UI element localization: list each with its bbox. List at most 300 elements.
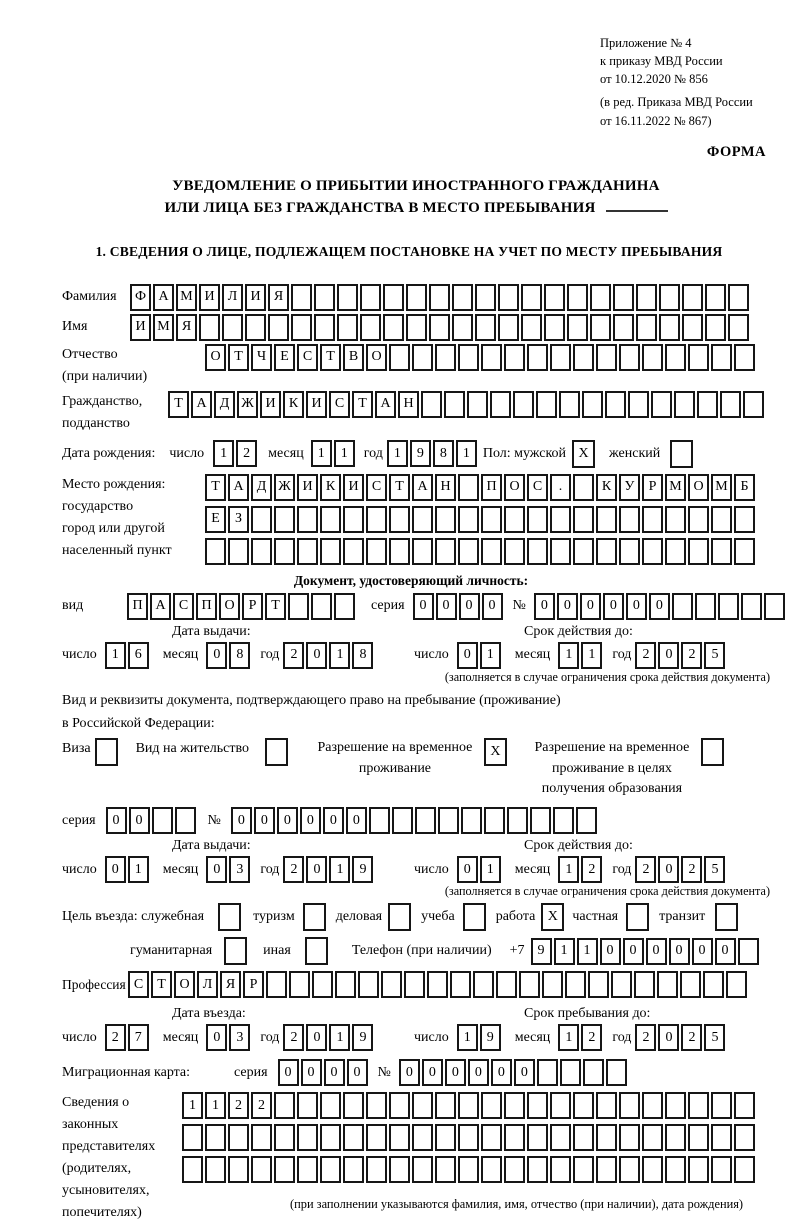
char-cell[interactable]: 0 bbox=[468, 1059, 489, 1086]
profession-cells[interactable] bbox=[128, 971, 749, 998]
char-cell[interactable]: 9 bbox=[480, 1024, 501, 1051]
char-cell[interactable] bbox=[175, 807, 196, 834]
char-cell[interactable]: 0 bbox=[206, 642, 227, 669]
char-cell[interactable] bbox=[705, 284, 726, 311]
char-cell[interactable]: 5 bbox=[704, 642, 725, 669]
char-cell[interactable] bbox=[559, 391, 580, 418]
char-cell[interactable]: 2 bbox=[581, 1024, 602, 1051]
patronymic-cells[interactable] bbox=[205, 344, 757, 371]
char-cell[interactable] bbox=[421, 391, 442, 418]
char-cell[interactable] bbox=[651, 391, 672, 418]
char-cell[interactable] bbox=[481, 1124, 502, 1151]
char-cell[interactable] bbox=[435, 1156, 456, 1183]
char-cell[interactable] bbox=[530, 807, 551, 834]
char-cell[interactable]: 0 bbox=[445, 1059, 466, 1086]
char-cell[interactable] bbox=[490, 391, 511, 418]
char-cell[interactable] bbox=[567, 284, 588, 311]
doc-series-cells[interactable] bbox=[413, 593, 505, 620]
char-cell[interactable] bbox=[412, 1092, 433, 1119]
char-cell[interactable]: 0 bbox=[482, 593, 503, 620]
char-cell[interactable] bbox=[481, 1092, 502, 1119]
char-cell[interactable] bbox=[606, 1059, 627, 1086]
char-cell[interactable]: М bbox=[711, 474, 732, 501]
char-cell[interactable] bbox=[305, 937, 328, 965]
char-cell[interactable]: Т bbox=[151, 971, 172, 998]
birth-month-cells[interactable] bbox=[311, 440, 357, 467]
char-cell[interactable] bbox=[218, 903, 241, 931]
char-cell[interactable] bbox=[343, 1092, 364, 1119]
char-cell[interactable]: Т bbox=[228, 344, 249, 371]
char-cell[interactable]: 0 bbox=[413, 593, 434, 620]
char-cell[interactable]: Е bbox=[274, 344, 295, 371]
char-cell[interactable] bbox=[406, 284, 427, 311]
humanitarian-checkbox[interactable] bbox=[224, 937, 249, 965]
char-cell[interactable] bbox=[452, 314, 473, 341]
char-cell[interactable] bbox=[642, 506, 663, 533]
char-cell[interactable]: 2 bbox=[681, 1024, 702, 1051]
char-cell[interactable]: 0 bbox=[658, 642, 679, 669]
char-cell[interactable]: 1 bbox=[334, 440, 355, 467]
official-checkbox[interactable] bbox=[218, 903, 243, 931]
entry-month-cells[interactable] bbox=[206, 1024, 252, 1051]
char-cell[interactable] bbox=[728, 284, 749, 311]
char-cell[interactable] bbox=[415, 807, 436, 834]
char-cell[interactable] bbox=[458, 506, 479, 533]
char-cell[interactable] bbox=[251, 506, 272, 533]
char-cell[interactable] bbox=[550, 1092, 571, 1119]
char-cell[interactable]: 0 bbox=[106, 807, 127, 834]
char-cell[interactable] bbox=[228, 1156, 249, 1183]
char-cell[interactable]: 0 bbox=[457, 642, 478, 669]
char-cell[interactable] bbox=[320, 1092, 341, 1119]
char-cell[interactable]: 0 bbox=[278, 1059, 299, 1086]
char-cell[interactable]: 1 bbox=[128, 856, 149, 883]
char-cell[interactable] bbox=[444, 391, 465, 418]
char-cell[interactable] bbox=[720, 391, 741, 418]
char-cell[interactable] bbox=[435, 538, 456, 565]
id-expiry-month-cells[interactable] bbox=[558, 642, 604, 669]
char-cell[interactable] bbox=[665, 1092, 686, 1119]
char-cell[interactable]: 0 bbox=[514, 1059, 535, 1086]
char-cell[interactable] bbox=[335, 971, 356, 998]
char-cell[interactable] bbox=[291, 284, 312, 311]
char-cell[interactable]: 9 bbox=[352, 1024, 373, 1051]
char-cell[interactable]: 0 bbox=[600, 938, 621, 965]
char-cell[interactable]: 1 bbox=[105, 642, 126, 669]
char-cell[interactable]: 0 bbox=[231, 807, 252, 834]
char-cell[interactable] bbox=[680, 971, 701, 998]
stay-month-cells[interactable] bbox=[558, 1024, 604, 1051]
char-cell[interactable] bbox=[613, 314, 634, 341]
char-cell[interactable] bbox=[550, 538, 571, 565]
char-cell[interactable] bbox=[337, 314, 358, 341]
char-cell[interactable]: 0 bbox=[323, 807, 344, 834]
char-cell[interactable] bbox=[274, 1092, 295, 1119]
char-cell[interactable]: 2 bbox=[283, 856, 304, 883]
char-cell[interactable] bbox=[711, 1092, 732, 1119]
char-cell[interactable]: 0 bbox=[658, 856, 679, 883]
char-cell[interactable]: 0 bbox=[105, 856, 126, 883]
char-cell[interactable]: О bbox=[366, 344, 387, 371]
char-cell[interactable]: X bbox=[572, 440, 595, 468]
char-cell[interactable] bbox=[519, 971, 540, 998]
char-cell[interactable] bbox=[550, 1124, 571, 1151]
char-cell[interactable]: М bbox=[153, 314, 174, 341]
char-cell[interactable]: 2 bbox=[635, 856, 656, 883]
char-cell[interactable] bbox=[389, 1124, 410, 1151]
study-checkbox[interactable] bbox=[463, 903, 488, 931]
temp-residence-checkbox[interactable] bbox=[484, 738, 509, 766]
transit-checkbox[interactable] bbox=[715, 903, 740, 931]
char-cell[interactable]: 0 bbox=[692, 938, 713, 965]
char-cell[interactable]: П bbox=[127, 593, 148, 620]
char-cell[interactable] bbox=[734, 538, 755, 565]
char-cell[interactable]: П bbox=[196, 593, 217, 620]
char-cell[interactable]: 2 bbox=[236, 440, 257, 467]
char-cell[interactable] bbox=[381, 971, 402, 998]
char-cell[interactable] bbox=[734, 1156, 755, 1183]
char-cell[interactable] bbox=[659, 284, 680, 311]
char-cell[interactable]: И bbox=[343, 474, 364, 501]
char-cell[interactable] bbox=[536, 391, 557, 418]
char-cell[interactable]: И bbox=[306, 391, 327, 418]
char-cell[interactable] bbox=[461, 807, 482, 834]
name-cells[interactable] bbox=[130, 314, 751, 341]
char-cell[interactable] bbox=[728, 314, 749, 341]
char-cell[interactable] bbox=[596, 1156, 617, 1183]
representatives-row1-cells[interactable] bbox=[182, 1092, 757, 1119]
id-expiry-day-cells[interactable] bbox=[457, 642, 503, 669]
char-cell[interactable] bbox=[642, 344, 663, 371]
char-cell[interactable]: 0 bbox=[277, 807, 298, 834]
char-cell[interactable] bbox=[228, 538, 249, 565]
char-cell[interactable] bbox=[481, 538, 502, 565]
char-cell[interactable] bbox=[458, 538, 479, 565]
char-cell[interactable] bbox=[567, 314, 588, 341]
char-cell[interactable] bbox=[527, 1156, 548, 1183]
char-cell[interactable] bbox=[366, 538, 387, 565]
char-cell[interactable] bbox=[458, 1124, 479, 1151]
char-cell[interactable] bbox=[289, 971, 310, 998]
char-cell[interactable]: 6 bbox=[128, 642, 149, 669]
permit-issue-year-cells[interactable] bbox=[283, 856, 375, 883]
char-cell[interactable] bbox=[688, 344, 709, 371]
entry-year-cells[interactable] bbox=[283, 1024, 375, 1051]
char-cell[interactable] bbox=[222, 314, 243, 341]
char-cell[interactable] bbox=[435, 506, 456, 533]
char-cell[interactable] bbox=[429, 314, 450, 341]
char-cell[interactable] bbox=[553, 807, 574, 834]
visa-checkbox[interactable] bbox=[95, 738, 120, 766]
id-expiry-year-cells[interactable] bbox=[635, 642, 727, 669]
char-cell[interactable] bbox=[360, 314, 381, 341]
char-cell[interactable] bbox=[228, 1124, 249, 1151]
char-cell[interactable]: 2 bbox=[635, 1024, 656, 1051]
char-cell[interactable]: 0 bbox=[347, 1059, 368, 1086]
char-cell[interactable] bbox=[303, 903, 326, 931]
char-cell[interactable] bbox=[628, 391, 649, 418]
char-cell[interactable] bbox=[288, 593, 309, 620]
char-cell[interactable] bbox=[588, 971, 609, 998]
char-cell[interactable] bbox=[268, 314, 289, 341]
char-cell[interactable] bbox=[498, 284, 519, 311]
char-cell[interactable]: 1 bbox=[456, 440, 477, 467]
char-cell[interactable] bbox=[527, 506, 548, 533]
birth-day-cells[interactable] bbox=[213, 440, 259, 467]
birth-year-cells[interactable] bbox=[387, 440, 479, 467]
char-cell[interactable]: А bbox=[150, 593, 171, 620]
char-cell[interactable]: С bbox=[297, 344, 318, 371]
char-cell[interactable] bbox=[297, 538, 318, 565]
char-cell[interactable] bbox=[182, 1124, 203, 1151]
char-cell[interactable] bbox=[590, 314, 611, 341]
char-cell[interactable]: 0 bbox=[436, 593, 457, 620]
char-cell[interactable] bbox=[596, 1124, 617, 1151]
char-cell[interactable]: 0 bbox=[422, 1059, 443, 1086]
char-cell[interactable]: 2 bbox=[681, 642, 702, 669]
char-cell[interactable] bbox=[182, 1156, 203, 1183]
char-cell[interactable] bbox=[695, 593, 716, 620]
char-cell[interactable] bbox=[337, 284, 358, 311]
char-cell[interactable] bbox=[297, 1092, 318, 1119]
char-cell[interactable] bbox=[435, 344, 456, 371]
char-cell[interactable] bbox=[95, 738, 118, 766]
char-cell[interactable] bbox=[343, 538, 364, 565]
char-cell[interactable]: Р bbox=[243, 971, 264, 998]
char-cell[interactable]: И bbox=[199, 284, 220, 311]
birthplace-row1-cells[interactable] bbox=[205, 474, 757, 501]
char-cell[interactable] bbox=[274, 1124, 295, 1151]
char-cell[interactable] bbox=[688, 1092, 709, 1119]
stay-year-cells[interactable] bbox=[635, 1024, 727, 1051]
char-cell[interactable]: 8 bbox=[229, 642, 250, 669]
id-issue-year-cells[interactable] bbox=[283, 642, 375, 669]
char-cell[interactable]: И bbox=[260, 391, 281, 418]
char-cell[interactable]: 1 bbox=[182, 1092, 203, 1119]
char-cell[interactable]: 3 bbox=[229, 1024, 250, 1051]
char-cell[interactable]: 1 bbox=[581, 642, 602, 669]
char-cell[interactable] bbox=[412, 1124, 433, 1151]
char-cell[interactable] bbox=[734, 1092, 755, 1119]
char-cell[interactable]: Е bbox=[205, 506, 226, 533]
char-cell[interactable]: 0 bbox=[129, 807, 150, 834]
surname-cells[interactable] bbox=[130, 284, 751, 311]
char-cell[interactable]: В bbox=[343, 344, 364, 371]
char-cell[interactable]: 2 bbox=[635, 642, 656, 669]
char-cell[interactable]: Я bbox=[220, 971, 241, 998]
char-cell[interactable] bbox=[734, 344, 755, 371]
char-cell[interactable] bbox=[619, 1124, 640, 1151]
char-cell[interactable] bbox=[481, 1156, 502, 1183]
char-cell[interactable] bbox=[360, 284, 381, 311]
char-cell[interactable] bbox=[665, 506, 686, 533]
char-cell[interactable] bbox=[475, 284, 496, 311]
char-cell[interactable]: 0 bbox=[459, 593, 480, 620]
char-cell[interactable] bbox=[738, 938, 759, 965]
char-cell[interactable]: 1 bbox=[329, 856, 350, 883]
char-cell[interactable] bbox=[314, 284, 335, 311]
char-cell[interactable] bbox=[743, 391, 764, 418]
stay-day-cells[interactable] bbox=[457, 1024, 503, 1051]
char-cell[interactable]: 1 bbox=[554, 938, 575, 965]
char-cell[interactable]: 0 bbox=[626, 593, 647, 620]
char-cell[interactable]: 2 bbox=[105, 1024, 126, 1051]
char-cell[interactable] bbox=[314, 314, 335, 341]
char-cell[interactable] bbox=[463, 903, 486, 931]
char-cell[interactable] bbox=[312, 971, 333, 998]
entry-day-cells[interactable] bbox=[105, 1024, 151, 1051]
char-cell[interactable] bbox=[665, 344, 686, 371]
char-cell[interactable]: О bbox=[205, 344, 226, 371]
char-cell[interactable] bbox=[504, 1124, 525, 1151]
char-cell[interactable] bbox=[274, 506, 295, 533]
char-cell[interactable] bbox=[734, 1124, 755, 1151]
char-cell[interactable] bbox=[392, 807, 413, 834]
char-cell[interactable]: 0 bbox=[306, 642, 327, 669]
char-cell[interactable] bbox=[682, 284, 703, 311]
char-cell[interactable] bbox=[251, 1156, 272, 1183]
char-cell[interactable] bbox=[496, 971, 517, 998]
char-cell[interactable] bbox=[688, 506, 709, 533]
char-cell[interactable] bbox=[701, 738, 724, 766]
char-cell[interactable]: Т bbox=[168, 391, 189, 418]
char-cell[interactable]: 2 bbox=[283, 642, 304, 669]
char-cell[interactable]: А bbox=[412, 474, 433, 501]
char-cell[interactable]: К bbox=[283, 391, 304, 418]
char-cell[interactable] bbox=[619, 1156, 640, 1183]
char-cell[interactable] bbox=[565, 971, 586, 998]
char-cell[interactable]: Т bbox=[205, 474, 226, 501]
female-checkbox[interactable] bbox=[670, 440, 695, 468]
char-cell[interactable]: К bbox=[320, 474, 341, 501]
char-cell[interactable] bbox=[383, 314, 404, 341]
char-cell[interactable]: 0 bbox=[491, 1059, 512, 1086]
permit-expiry-month-cells[interactable] bbox=[558, 856, 604, 883]
char-cell[interactable] bbox=[527, 538, 548, 565]
char-cell[interactable] bbox=[619, 538, 640, 565]
char-cell[interactable] bbox=[320, 1124, 341, 1151]
char-cell[interactable]: С bbox=[329, 391, 350, 418]
migration-series-cells[interactable] bbox=[278, 1059, 370, 1086]
char-cell[interactable] bbox=[458, 474, 479, 501]
char-cell[interactable] bbox=[199, 314, 220, 341]
char-cell[interactable] bbox=[527, 1124, 548, 1151]
char-cell[interactable] bbox=[320, 538, 341, 565]
char-cell[interactable] bbox=[389, 1092, 410, 1119]
char-cell[interactable]: О bbox=[174, 971, 195, 998]
char-cell[interactable] bbox=[343, 1124, 364, 1151]
char-cell[interactable] bbox=[412, 344, 433, 371]
char-cell[interactable] bbox=[383, 284, 404, 311]
char-cell[interactable] bbox=[726, 971, 747, 998]
char-cell[interactable] bbox=[583, 1059, 604, 1086]
char-cell[interactable] bbox=[590, 284, 611, 311]
char-cell[interactable] bbox=[205, 1156, 226, 1183]
birthplace-row2-cells[interactable] bbox=[205, 506, 757, 533]
char-cell[interactable] bbox=[274, 538, 295, 565]
char-cell[interactable] bbox=[605, 391, 626, 418]
residence-permit-checkbox[interactable] bbox=[265, 738, 290, 766]
char-cell[interactable]: X bbox=[541, 903, 564, 931]
char-cell[interactable] bbox=[427, 971, 448, 998]
char-cell[interactable] bbox=[297, 506, 318, 533]
permit-expiry-day-cells[interactable] bbox=[457, 856, 503, 883]
char-cell[interactable]: Д bbox=[214, 391, 235, 418]
char-cell[interactable]: Д bbox=[251, 474, 272, 501]
char-cell[interactable] bbox=[596, 1092, 617, 1119]
char-cell[interactable] bbox=[467, 391, 488, 418]
temp-residence-education-checkbox[interactable] bbox=[701, 738, 726, 766]
char-cell[interactable] bbox=[582, 391, 603, 418]
char-cell[interactable]: 2 bbox=[251, 1092, 272, 1119]
char-cell[interactable] bbox=[358, 971, 379, 998]
char-cell[interactable] bbox=[703, 971, 724, 998]
char-cell[interactable] bbox=[504, 1092, 525, 1119]
char-cell[interactable]: 1 bbox=[329, 642, 350, 669]
char-cell[interactable] bbox=[389, 1156, 410, 1183]
char-cell[interactable] bbox=[764, 593, 785, 620]
char-cell[interactable] bbox=[573, 474, 594, 501]
char-cell[interactable] bbox=[152, 807, 173, 834]
char-cell[interactable]: 1 bbox=[387, 440, 408, 467]
char-cell[interactable] bbox=[504, 344, 525, 371]
representatives-row3-cells[interactable] bbox=[182, 1156, 757, 1183]
char-cell[interactable]: М bbox=[665, 474, 686, 501]
char-cell[interactable]: А bbox=[375, 391, 396, 418]
char-cell[interactable]: 0 bbox=[646, 938, 667, 965]
char-cell[interactable] bbox=[688, 1156, 709, 1183]
char-cell[interactable] bbox=[636, 284, 657, 311]
char-cell[interactable]: 1 bbox=[480, 856, 501, 883]
char-cell[interactable]: 0 bbox=[457, 856, 478, 883]
char-cell[interactable] bbox=[369, 807, 390, 834]
char-cell[interactable]: 1 bbox=[558, 856, 579, 883]
char-cell[interactable] bbox=[642, 1124, 663, 1151]
char-cell[interactable] bbox=[715, 903, 738, 931]
char-cell[interactable] bbox=[657, 971, 678, 998]
char-cell[interactable]: 2 bbox=[581, 856, 602, 883]
char-cell[interactable] bbox=[404, 971, 425, 998]
char-cell[interactable] bbox=[412, 538, 433, 565]
char-cell[interactable] bbox=[642, 1092, 663, 1119]
char-cell[interactable]: 1 bbox=[311, 440, 332, 467]
doc-number-cells[interactable] bbox=[534, 593, 787, 620]
char-cell[interactable] bbox=[596, 344, 617, 371]
char-cell[interactable] bbox=[458, 344, 479, 371]
char-cell[interactable]: 0 bbox=[324, 1059, 345, 1086]
char-cell[interactable] bbox=[366, 1124, 387, 1151]
char-cell[interactable] bbox=[573, 1124, 594, 1151]
char-cell[interactable] bbox=[435, 1092, 456, 1119]
char-cell[interactable] bbox=[498, 314, 519, 341]
char-cell[interactable] bbox=[711, 506, 732, 533]
char-cell[interactable]: 9 bbox=[352, 856, 373, 883]
char-cell[interactable]: 1 bbox=[329, 1024, 350, 1051]
char-cell[interactable] bbox=[473, 971, 494, 998]
char-cell[interactable]: X bbox=[484, 738, 507, 766]
char-cell[interactable] bbox=[560, 1059, 581, 1086]
char-cell[interactable] bbox=[366, 1156, 387, 1183]
char-cell[interactable]: 0 bbox=[603, 593, 624, 620]
char-cell[interactable] bbox=[513, 391, 534, 418]
char-cell[interactable] bbox=[389, 538, 410, 565]
char-cell[interactable]: И bbox=[297, 474, 318, 501]
char-cell[interactable] bbox=[537, 1059, 558, 1086]
char-cell[interactable]: Ж bbox=[274, 474, 295, 501]
char-cell[interactable] bbox=[550, 506, 571, 533]
char-cell[interactable]: 0 bbox=[658, 1024, 679, 1051]
char-cell[interactable]: И bbox=[245, 284, 266, 311]
